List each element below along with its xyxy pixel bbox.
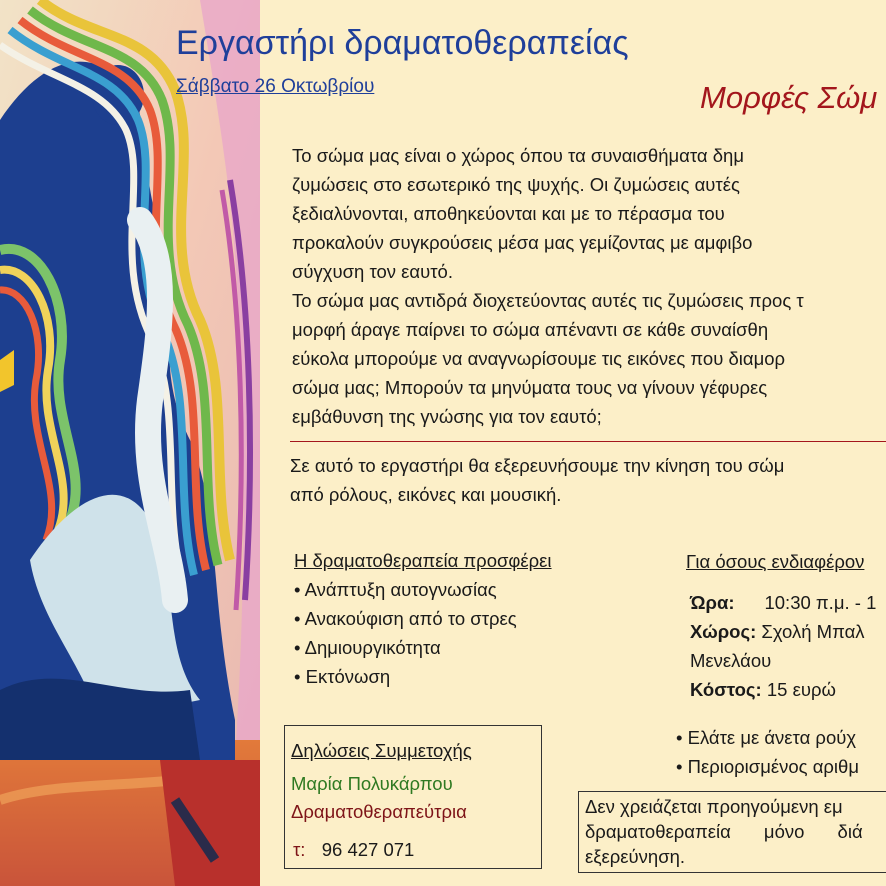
- intro-line: ζυμώσεις στο εσωτερικό της ψυχής. Οι ζυμώσεις αυτές: [292, 174, 740, 195]
- cost-label: Κόστος:: [690, 679, 762, 700]
- info-details: [690, 588, 876, 704]
- list-item: • Ελάτε με άνετα ρούχ: [676, 727, 857, 748]
- list-item: • Δημιουργικότητα: [294, 637, 441, 658]
- intro-paragraph: [292, 141, 804, 431]
- list-item: • Ανάπτυξη αυτογνωσίας: [294, 579, 497, 600]
- intro-line: εμβάθυνση της γνώσης για τον εαυτό;: [292, 406, 602, 427]
- footer-note-line: δραματοθεραπεία μόνο διά: [585, 821, 863, 842]
- place-label: Χώρος:: [690, 621, 757, 642]
- offers-section: [294, 546, 552, 691]
- contact-phone: [293, 839, 414, 861]
- offers-heading: Η δραματοθεραπεία προσφέρει: [294, 550, 552, 571]
- place-value-continued: Μενελάου: [690, 650, 772, 671]
- list-item: • Εκτόνωση: [294, 666, 391, 687]
- intro-line: προκαλούν συγκρούσεις μέσα μας γεμίζοντας με αμφιβο: [292, 232, 753, 253]
- phone-number: 96 427 071: [321, 839, 415, 860]
- contact-role: Δραματοθεραπεύτρια: [291, 801, 467, 822]
- intro-line: σύγχυση τον εαυτό.: [292, 261, 453, 282]
- list-item: • Ανακούφιση από το στρες: [294, 608, 517, 629]
- workshop-paragraph: [290, 451, 784, 509]
- event-date: Σάββατο 26 Οκτωβρίου: [176, 76, 375, 97]
- registration-heading: Δηλώσεις Συμμετοχής: [291, 740, 472, 761]
- phone-label: τ:: [293, 839, 306, 860]
- footer-note: [585, 794, 863, 869]
- intro-line: ξεδιαλύνονται, αποθηκεύονται και με το πέρασμα του: [292, 203, 725, 224]
- contact-name: Μαρία Πολυκάρπου: [291, 773, 453, 794]
- workshop-line: από ρόλους, εικόνες και μουσική.: [290, 484, 562, 505]
- place-value: Σχολή Μπαλ: [761, 621, 865, 642]
- list-item: • Περιορισμένος αριθμ: [676, 756, 859, 777]
- footer-note-line: εξερεύνηση.: [585, 846, 686, 867]
- time-label: Ώρα:: [690, 592, 735, 613]
- footer-note-line: Δεν χρειάζεται προηγούμενη εμ: [585, 796, 843, 817]
- workshop-subtitle: Μορφές Σώμ: [700, 80, 878, 115]
- page-title: Εργαστήρι δραματοθεραπείας: [176, 24, 629, 62]
- cost-value: 15 ευρώ: [766, 679, 836, 700]
- abstract-painting: [0, 0, 260, 886]
- notes-list: [676, 723, 859, 781]
- workshop-line: Σε αυτό το εργαστήρι θα εξερευνήσουμε την κίνηση του σώμ: [290, 455, 785, 476]
- intro-line: Το σώμα μας είναι ο χώρος όπου τα συναισθήματα δημ: [292, 145, 744, 166]
- registration-box: [284, 725, 542, 869]
- intro-line: εύκολα μπορούμε να αναγνωρίσουμε τις εικόνες που διαμορ: [292, 348, 786, 369]
- intro-line: σώμα μας; Μπορούν τα μηνύματα τους να γίνουν γέφυρες: [292, 377, 768, 398]
- time-value: 10:30 π.μ. - 1: [764, 592, 877, 613]
- intro-line: μορφή άραγε παίρνει το σώμα απέναντι σε κάθε συναίσθη: [292, 319, 769, 340]
- section-divider: [290, 441, 886, 442]
- info-heading: Για όσους ενδιαφέρον: [686, 551, 865, 572]
- footer-note-box: [578, 791, 886, 873]
- intro-line: Το σώμα μας αντιδρά διοχετεύοντας αυτές τις ζυμώσεις προς τ: [292, 290, 804, 311]
